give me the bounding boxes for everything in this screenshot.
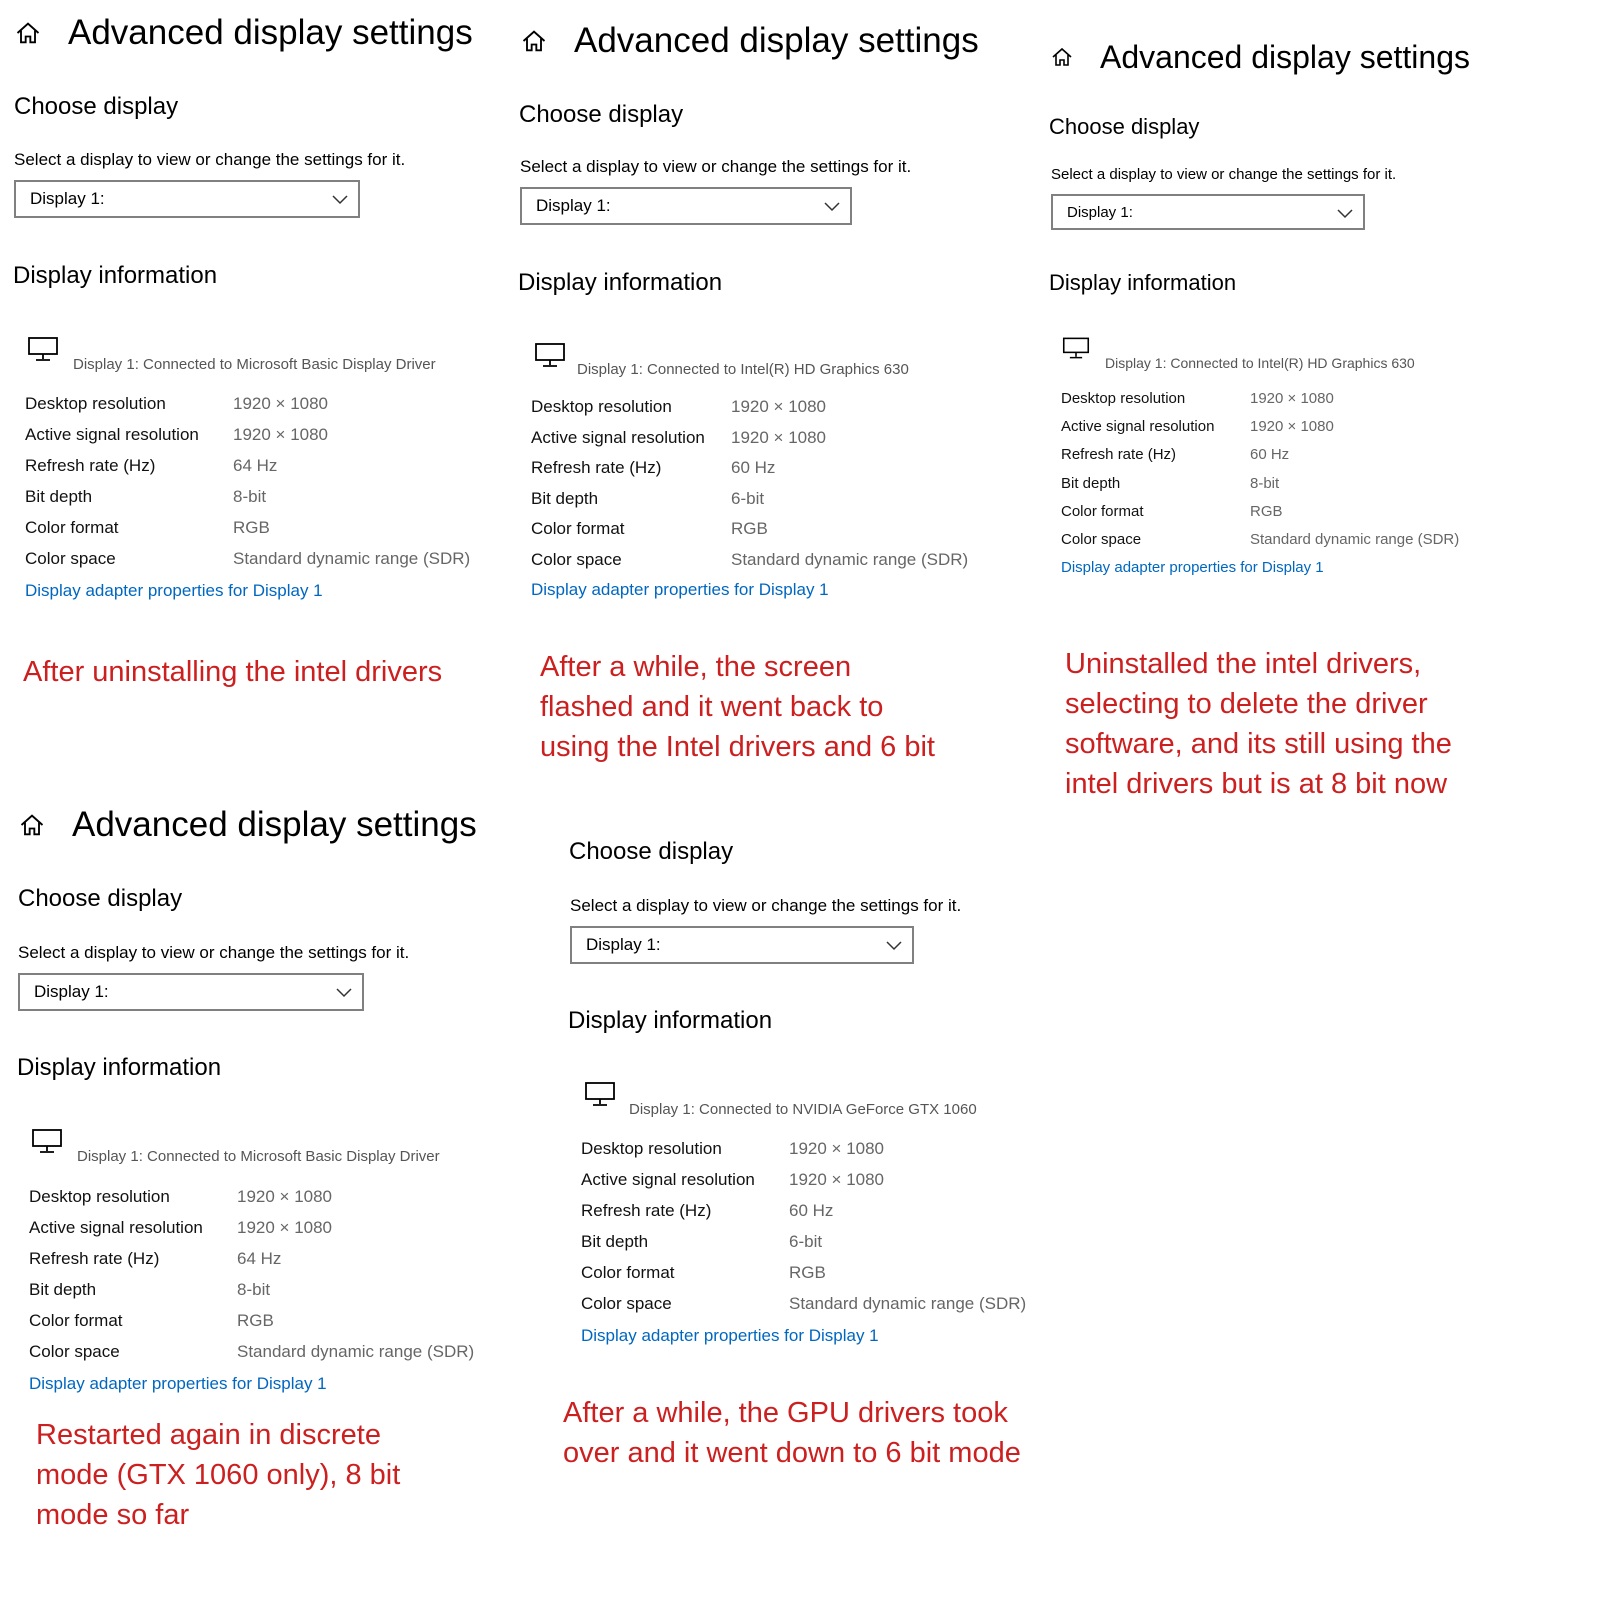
home-icon[interactable]	[18, 811, 46, 839]
info-row	[25, 481, 470, 512]
info-label: Color space	[25, 548, 116, 568]
chevron-down-icon	[886, 939, 902, 951]
display-select[interactable]	[14, 180, 360, 218]
info-value: 1920 × 1080	[731, 427, 827, 447]
info-value: 6-bit	[731, 488, 765, 508]
info-row	[531, 484, 968, 515]
info-label: Active signal resolution	[1061, 417, 1215, 435]
info-value: 1920 × 1080	[237, 1186, 333, 1206]
display-select-value: Display 1:	[536, 196, 611, 215]
info-row	[25, 450, 470, 481]
info-value: Standard dynamic range (SDR)	[789, 1293, 1027, 1313]
info-label: Color space	[581, 1293, 672, 1313]
info-label: Color format	[581, 1262, 675, 1282]
info-value: 64 Hz	[233, 455, 278, 475]
home-icon[interactable]	[520, 27, 548, 55]
display-select-value: Display 1:	[30, 189, 105, 208]
info-row	[581, 1195, 1026, 1226]
display-information-heading: Display information	[13, 262, 218, 289]
info-value: 1920 × 1080	[1250, 417, 1334, 435]
info-value: RGB	[789, 1262, 826, 1282]
page-title: Advanced display settings	[1100, 38, 1470, 75]
info-value: 6-bit	[789, 1231, 823, 1251]
display-select-value: Display 1:	[34, 982, 109, 1001]
select-display-text: Select a display to view or change the settings for it.	[14, 150, 406, 169]
info-value: 1920 × 1080	[233, 424, 329, 444]
select-display-text: Select a display to view or change the settings for it.	[570, 896, 962, 915]
info-row	[581, 1164, 1026, 1195]
title-row	[14, 8, 473, 58]
display-info-table	[29, 1181, 474, 1367]
info-row	[29, 1181, 474, 1212]
info-row	[1061, 441, 1459, 469]
info-row	[581, 1226, 1026, 1257]
info-row	[1061, 412, 1459, 440]
info-label: Active signal resolution	[25, 424, 199, 444]
display-select[interactable]	[18, 973, 364, 1011]
connected-driver-text: Display 1: Connected to Intel(R) HD Graphics 630	[1105, 355, 1415, 371]
info-value: RGB	[731, 519, 768, 539]
info-value: 60 Hz	[1250, 446, 1290, 464]
info-label: Desktop resolution	[531, 397, 672, 417]
info-row	[29, 1274, 474, 1305]
info-row	[1061, 384, 1459, 412]
chevron-down-icon	[1337, 207, 1353, 219]
page-title: Advanced display settings	[574, 21, 979, 60]
info-label: Color space	[1061, 531, 1142, 549]
info-row	[25, 512, 470, 543]
info-label: Refresh rate (Hz)	[25, 455, 156, 475]
display-adapter-properties-link[interactable]: Display adapter properties for Display 1	[581, 1326, 879, 1345]
info-value: 8-bit	[1250, 474, 1280, 492]
annotation-note: After uninstalling the intel drivers	[23, 656, 443, 688]
info-label: Refresh rate (Hz)	[531, 458, 662, 478]
display-information-heading: Display information	[17, 1054, 222, 1081]
info-value: 1920 × 1080	[789, 1169, 885, 1189]
display-adapter-properties-link[interactable]: Display adapter properties for Display 1	[29, 1374, 327, 1393]
connected-driver-text: Display 1: Connected to NVIDIA GeForce GTX 1060	[629, 1101, 977, 1118]
info-value: 1920 × 1080	[237, 1217, 333, 1237]
info-label: Color format	[29, 1310, 123, 1330]
display-adapter-properties-link[interactable]: Display adapter properties for Display 1	[1061, 559, 1324, 576]
info-value: 64 Hz	[237, 1248, 282, 1268]
monitor-icon	[534, 342, 566, 368]
monitor-icon	[1062, 336, 1090, 360]
title-row	[18, 800, 477, 850]
info-label: Desktop resolution	[1061, 389, 1186, 407]
info-row	[29, 1336, 474, 1367]
info-label: Color format	[1061, 502, 1144, 520]
display-adapter-properties-link[interactable]: Display adapter properties for Display 1	[25, 581, 323, 600]
display-select[interactable]	[520, 187, 852, 225]
display-info-table	[25, 388, 470, 574]
info-label: Bit depth	[1061, 474, 1121, 492]
info-label: Desktop resolution	[29, 1186, 170, 1206]
info-label: Bit depth	[581, 1231, 649, 1251]
info-row	[1061, 497, 1459, 525]
info-label: Desktop resolution	[25, 393, 166, 413]
info-row	[581, 1257, 1026, 1288]
info-label: Bit depth	[29, 1279, 97, 1299]
chevron-down-icon	[336, 986, 352, 998]
monitor-icon	[27, 336, 59, 362]
info-row	[531, 423, 968, 454]
home-icon[interactable]	[14, 19, 42, 47]
choose-display-heading: Choose display	[1049, 114, 1200, 139]
info-row	[25, 419, 470, 450]
info-value: RGB	[237, 1310, 274, 1330]
display-info-table	[581, 1133, 1026, 1319]
annotation-note: After a while, the screen flashed and it went back to using the Intel drivers and 6 bit	[540, 651, 935, 763]
display-info-table	[531, 392, 968, 575]
display-select-value: Display 1:	[1067, 203, 1133, 221]
info-row	[531, 392, 968, 423]
select-display-text: Select a display to view or change the settings for it.	[1051, 166, 1397, 183]
info-label: Refresh rate (Hz)	[581, 1200, 712, 1220]
display-select-value: Display 1:	[586, 935, 661, 954]
info-value: 8-bit	[237, 1279, 271, 1299]
display-select[interactable]	[570, 926, 914, 964]
connected-driver-text: Display 1: Connected to Microsoft Basic Display Driver	[77, 1148, 440, 1165]
info-value: 1920 × 1080	[1250, 389, 1334, 407]
info-row	[531, 545, 968, 576]
info-label: Color space	[29, 1341, 120, 1361]
info-row	[531, 453, 968, 484]
display-select[interactable]	[1051, 194, 1365, 230]
display-info-table	[1061, 384, 1459, 554]
choose-display-heading: Choose display	[18, 885, 183, 912]
title-row	[520, 16, 979, 66]
info-row	[29, 1243, 474, 1274]
connected-driver-text: Display 1: Connected to Microsoft Basic Display Driver	[73, 356, 436, 373]
info-value: 1920 × 1080	[731, 397, 827, 417]
info-value: 60 Hz	[731, 458, 776, 478]
info-row	[531, 514, 968, 545]
chevron-down-icon	[824, 200, 840, 212]
info-label: Active signal resolution	[29, 1217, 203, 1237]
info-value: Standard dynamic range (SDR)	[237, 1341, 475, 1361]
info-row	[25, 388, 470, 419]
page-title: Advanced display settings	[72, 805, 477, 844]
info-value: 60 Hz	[789, 1200, 834, 1220]
monitor-icon	[31, 1128, 63, 1154]
select-display-text: Select a display to view or change the settings for it.	[520, 157, 912, 176]
info-label: Color space	[531, 549, 622, 569]
info-row	[581, 1133, 1026, 1164]
info-label: Active signal resolution	[581, 1169, 755, 1189]
annotation-note: Restarted again in discrete mode (GTX 1060 only), 8 bit mode so far	[36, 1419, 401, 1531]
chevron-down-icon	[332, 193, 348, 205]
info-value: Standard dynamic range (SDR)	[233, 548, 471, 568]
info-label: Bit depth	[25, 486, 93, 506]
settings-panel-4	[4, 796, 484, 1556]
info-label: Color format	[25, 517, 119, 537]
display-information-heading: Display information	[518, 269, 723, 296]
info-row	[581, 1288, 1026, 1319]
settings-panel-1	[0, 0, 480, 700]
info-row	[1061, 525, 1459, 553]
info-value: 1920 × 1080	[233, 393, 329, 413]
info-label: Refresh rate (Hz)	[1061, 446, 1177, 464]
settings-panel-3	[1036, 0, 1556, 820]
annotation-note: After a while, the GPU drivers took over and it went down to 6 bit mode	[563, 1397, 1021, 1469]
display-adapter-properties-link[interactable]: Display adapter properties for Display 1	[531, 580, 829, 599]
info-value: 1920 × 1080	[789, 1138, 885, 1158]
connected-driver-text: Display 1: Connected to Intel(R) HD Graphics 630	[577, 361, 909, 378]
info-label: Desktop resolution	[581, 1138, 722, 1158]
home-icon[interactable]	[1050, 45, 1074, 69]
page-title: Advanced display settings	[68, 13, 473, 52]
choose-display-heading: Choose display	[519, 101, 684, 128]
info-value: RGB	[1250, 502, 1283, 520]
choose-display-heading: Choose display	[14, 93, 179, 120]
annotation-note: Uninstalled the intel drivers, selecting to delete the driver software, and its still using the intel drivers but is at 8 bit now	[1065, 648, 1452, 800]
display-information-heading: Display information	[568, 1007, 773, 1034]
info-value: RGB	[233, 517, 270, 537]
select-display-text: Select a display to view or change the settings for it.	[18, 943, 410, 962]
info-label: Color format	[531, 519, 625, 539]
info-label: Refresh rate (Hz)	[29, 1248, 160, 1268]
info-value: Standard dynamic range (SDR)	[1250, 531, 1460, 549]
choose-display-heading: Choose display	[569, 838, 734, 865]
info-value: 8-bit	[233, 486, 267, 506]
monitor-icon	[584, 1081, 616, 1107]
settings-panel-5	[554, 820, 1094, 1500]
info-row	[29, 1212, 474, 1243]
title-row	[1050, 32, 1470, 82]
info-label: Active signal resolution	[531, 427, 705, 447]
info-value: Standard dynamic range (SDR)	[731, 549, 969, 569]
settings-panel-2	[506, 0, 986, 780]
info-label: Bit depth	[531, 488, 599, 508]
display-information-heading: Display information	[1049, 270, 1237, 295]
info-row	[1061, 469, 1459, 497]
info-row	[25, 543, 470, 574]
info-row	[29, 1305, 474, 1336]
